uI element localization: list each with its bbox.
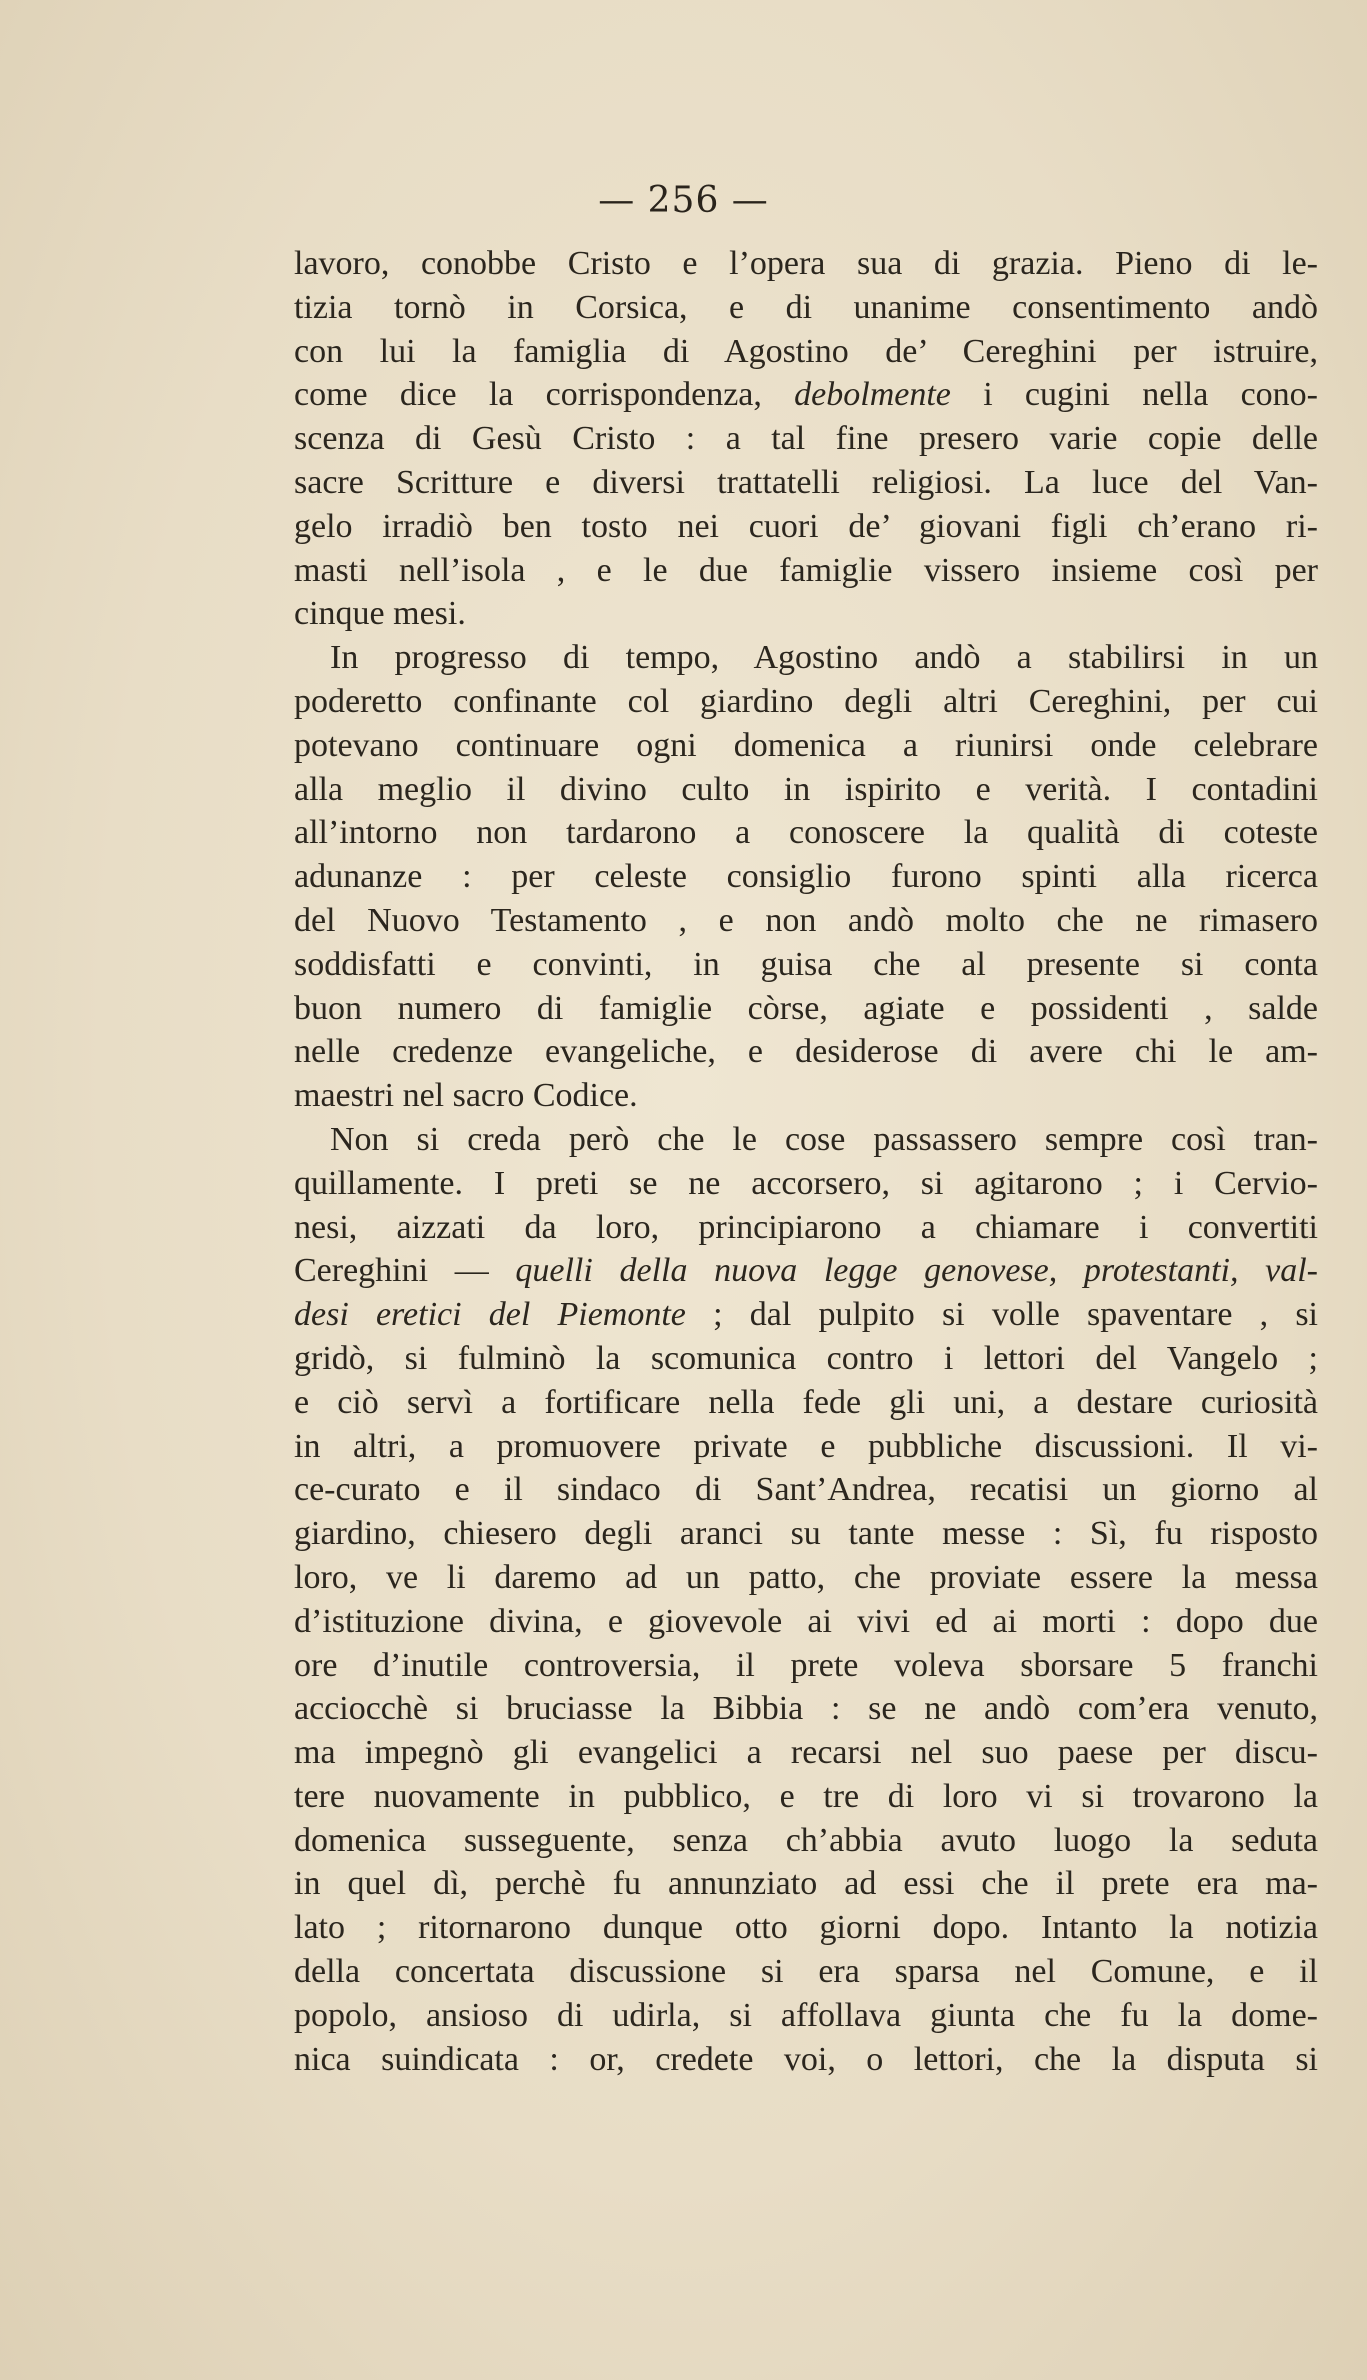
text-line: tizia tornò in Corsica, e di unanime consentimento andò [294,288,1318,326]
text-line: d’istituzione divina, e giovevole ai vivi ed ai morti : dopo due [294,1602,1318,1640]
text-line: adunanze : per celeste consiglio furono spinti alla ricerca [294,858,1318,896]
text-line: loro, ve li daremo ad un patto, che proviate essere la messa [294,1558,1318,1596]
text-line: soddisfatti e convinti, in guisa che al presente si conta [294,945,1318,983]
page-number: — 256 — [598,180,769,221]
text-line: gelo irradiò ben tosto nei cuori de’ giovani figli ch’erano ri- [294,507,1318,545]
text-line: nesi, aizzati da loro, principiarono a chiamare i convertiti [294,1208,1318,1246]
body-text [294,242,1318,2081]
text-line: In progresso di tempo, Agostino andò a stabilirsi in un [330,639,1318,677]
text-line: potevano continuare ogni domenica a riunirsi onde celebrare [294,726,1318,764]
text-line: della concertata discussione si era sparsa nel Comune, e il [294,1953,1318,1991]
text-line: del Nuovo Testamento , e non andò molto che ne rimasero [294,901,1318,939]
text-line: nica suindicata : or, credete voi, o lettori, che la disputa si [294,2040,1318,2078]
text-line: all’intorno non tardarono a conoscere la qualità di coteste [294,814,1318,852]
text-line: in quel dì, perchè fu annunziato ad essi che il prete era ma- [294,1865,1318,1903]
text-line: acciocchè si bruciasse la Bibbia : se ne andò com’era venuto, [294,1690,1318,1728]
text-line: domenica susseguente, senza ch’abbia avuto luogo la seduta [294,1821,1318,1859]
text-line: ore d’inutile controversia, il prete voleva sborsare 5 franchi [294,1646,1318,1684]
text-line: masti nell’isola , e le due famiglie vissero insieme così per [294,551,1318,589]
text-line: con lui la famiglia di Agostino de’ Cereghini per istruire, [294,332,1318,370]
text-line: in altri, a promuovere private e pubbliche discussioni. Il vi- [294,1427,1318,1465]
text-line: sacre Scritture e diversi trattatelli religiosi. La luce del Van- [294,463,1318,501]
text-line: nelle credenze evangeliche, e desiderose di avere chi le am- [294,1033,1318,1071]
text-line: ce-curato e il sindaco di Sant’Andrea, recatisi un giorno al [294,1471,1318,1509]
text-line: scenza di Gesù Cristo : a tal fine presero varie copie delle [294,420,1318,458]
text-line: lavoro, conobbe Cristo e l’opera sua di grazia. Pieno di le- [294,245,1318,282]
text-line: come dice la corrispondenza, debolmente i cugini nella cono- [294,376,1318,414]
text-line: desi eretici del Piemonte ; dal pulpito si volle spaventare , si [294,1296,1318,1334]
text-line: alla meglio il divino culto in ispirito e verità. I contadini [294,770,1318,808]
text-line: giardino, chiesero degli aranci su tante messe : Sì, fu risposto [294,1515,1318,1553]
text-line: gridò, si fulminò la scomunica contro i lettori del Vangelo ; [294,1339,1318,1377]
text-line: quillamente. I preti se ne accorsero, si agitarono ; i Cervio- [294,1164,1318,1202]
text-line: maestri nel sacro Codice. [294,1077,638,1115]
text-line: Non si creda però che le cose passassero sempre così tran- [330,1120,1318,1158]
text-line: poderetto confinante col giardino degli altri Cereghini, per cui [294,682,1318,720]
text-line: buon numero di famiglie còrse, agiate e possidenti , salde [294,989,1318,1027]
text-line: popolo, ansioso di udirla, si affollava giunta che fu la dome- [294,1996,1318,2034]
text-line: Cereghini — quelli della nuova legge genovese, protestanti, val- [294,1252,1318,1290]
text-line: e ciò servì a fortificare nella fede gli uni, a destare curiosità [294,1383,1318,1421]
text-line: ma impegnò gli evangelici a recarsi nel suo paese per discu- [294,1734,1318,1772]
text-line: tere nuovamente in pubblico, e tre di loro vi si trovarono la [294,1777,1318,1815]
text-line: lato ; ritornarono dunque otto giorni dopo. Intanto la notizia [294,1909,1318,1947]
text-line: cinque mesi. [294,595,466,633]
